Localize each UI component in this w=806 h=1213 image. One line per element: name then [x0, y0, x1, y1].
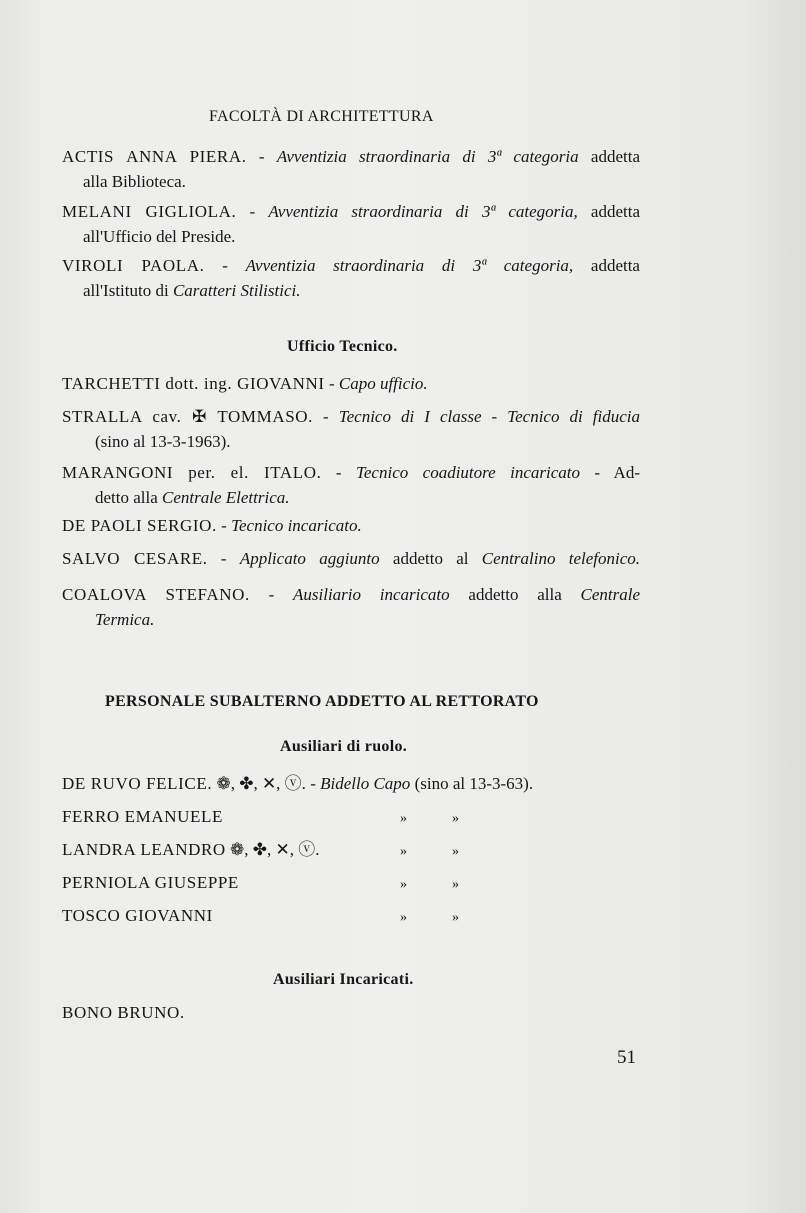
tecnico-entry-stralla: STRALLA cav. ✠ TOMMASO. - Tecnico di I classe - Tecnico di fiducia (sino al 13-3-1963). — [62, 407, 640, 451]
faculty-heading: FACOLTÀ DI ARCHITETTURA — [209, 108, 434, 125]
staff-entry-melani: MELANI GIGLIOLA. - Avventizia straordinaria di 3ª categoria, addetta all'Ufficio del Preside. — [62, 202, 640, 246]
tecnico-entry-salvo: SALVO CESARE. - Applicato aggiunto addetto al Centralino telefonico. — [62, 549, 641, 568]
ruolo-entry-landra: LANDRA LEANDRO ❁, ✤, ✕, ⓥ. — [62, 840, 320, 859]
ditto-mark: » — [400, 910, 407, 925]
ruolo-entry-tosco: TOSCO GIOVANNI — [62, 906, 213, 925]
incaricati-entry-bono: BONO BRUNO. — [62, 1003, 185, 1022]
tecnico-entry-marangoni: MARANGONI per. el. ITALO. - Tecnico coadiutore incaricato - Ad- detto alla Centrale Elettrica. — [62, 463, 640, 507]
ruolo-entry-perniola: PERNIOLA GIUSEPPE — [62, 873, 239, 892]
tecnico-entry-tarchetti: TARCHETTI dott. ing. GIOVANNI - Capo ufficio. — [62, 374, 428, 393]
staff-entry-actis: ACTIS ANNA PIERA. - Avventizia straordinaria di 3ª categoria addetta alla Biblioteca. — [62, 147, 640, 191]
ditto-mark: » — [452, 910, 459, 925]
staff-entry-viroli: VIROLI PAOLA. - Avventizia straordinaria di 3ª categoria, addetta all'Istituto di Caratteri Stilistici. — [62, 256, 640, 300]
ditto-mark: » — [452, 877, 459, 892]
ufficio-tecnico-title: Ufficio Tecnico. — [287, 338, 398, 355]
ditto-mark: » — [452, 844, 459, 859]
personale-heading: PERSONALE SUBALTERNO ADDETTO AL RETTORATO — [105, 693, 539, 710]
ditto-mark: » — [400, 844, 407, 859]
ausiliari-ruolo-title: Ausiliari di ruolo. — [280, 738, 408, 755]
ausiliari-incaricati-title: Ausiliari Incaricati. — [273, 971, 414, 988]
tecnico-entry-de-paoli: DE PAOLI SERGIO. - Tecnico incaricato. — [62, 516, 362, 535]
page-number: 51 — [617, 1047, 636, 1068]
ditto-mark: » — [452, 811, 459, 826]
tecnico-entry-coalova: COALOVA STEFANO. - Ausiliario incaricato addetto alla Centrale Termica. — [62, 585, 640, 629]
ditto-mark: » — [400, 811, 407, 826]
ditto-mark: » — [400, 877, 407, 892]
ruolo-entry-de-ruvo: DE RUVO FELICE. ❁, ✤, ✕, ⓥ. - Bidello Capo (sino al 13-3-63). — [62, 774, 534, 793]
ruolo-entry-ferro: FERRO EMANUELE — [62, 807, 223, 826]
